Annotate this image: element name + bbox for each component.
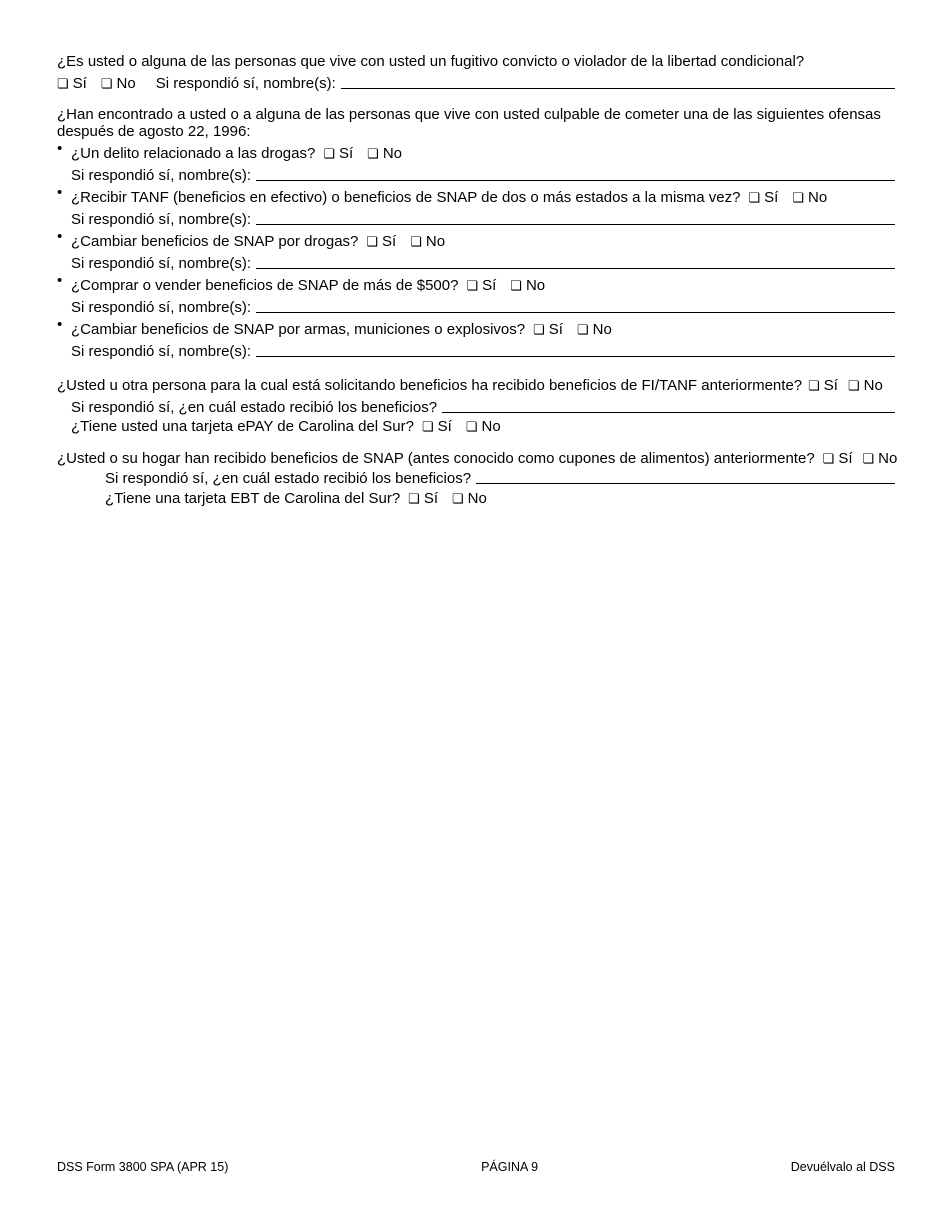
snap-state-row xyxy=(57,467,895,487)
question-fugitive: ¿Es usted o alguna de las personas que vive con usted un fugitivo convicto o violador de la libertad condicional? xyxy=(57,53,805,70)
no-checkbox[interactable]: ❏ No xyxy=(100,75,136,92)
no-checkbox[interactable]: ❏ No xyxy=(465,418,501,435)
offense-item: • ¿Comprar o vender beneficios de SNAP de más de $500? ❏ Sí ❏ No Si respondió sí, nombre(s): xyxy=(57,272,895,316)
names-field[interactable] xyxy=(256,356,895,357)
form-page xyxy=(57,53,898,507)
no-checkbox[interactable]: ❏ No xyxy=(410,233,446,250)
no-checkbox[interactable]: ❏ No xyxy=(862,450,898,467)
page-footer xyxy=(57,1160,895,1176)
state-field[interactable] xyxy=(442,412,895,413)
names-field[interactable] xyxy=(256,180,895,181)
question-offenses: ¿Han encontrado a usted o a alguna de las personas que vive con usted culpable de cometer una de las siguientes ofensas después de agosto 22, 1996: xyxy=(57,106,881,140)
names-field[interactable] xyxy=(256,312,895,313)
yes-checkbox[interactable]: ❏ Sí xyxy=(408,490,439,507)
ebt-card-row xyxy=(57,487,895,507)
yes-checkbox[interactable]: ❏ Sí xyxy=(422,418,452,435)
names-label: Si respondió sí, nombre(s): xyxy=(71,255,252,272)
names-label: Si respondió sí, nombre(s): xyxy=(155,75,336,92)
page-number: PÁGINA 9 xyxy=(481,1160,539,1174)
question-fugitive-answer xyxy=(57,70,895,92)
offense-item: • ¿Cambiar beneficios de SNAP por drogas? ❏ Sí ❏ No Si respondió sí, nombre(s): xyxy=(57,228,895,272)
yes-checkbox[interactable]: ❏ Sí xyxy=(323,145,354,162)
return-note: Devuélvalo al DSS xyxy=(790,1160,895,1174)
names-field[interactable] xyxy=(256,224,895,225)
no-checkbox[interactable]: ❏ No xyxy=(510,277,546,294)
names-field[interactable] xyxy=(341,88,895,89)
yes-checkbox[interactable]: ❏ Sí xyxy=(748,189,779,206)
epay-card-row xyxy=(57,416,895,435)
offense-item: • ¿Cambiar beneficios de SNAP por armas, municiones o explosivos? ❏ Sí ❏ No Si respondió sí, nombre(s): xyxy=(57,316,895,360)
no-checkbox[interactable]: ❏ No xyxy=(576,321,612,338)
names-field[interactable] xyxy=(256,268,895,269)
fi-tanf-state-row xyxy=(57,394,895,416)
yes-checkbox[interactable]: ❏ Sí xyxy=(366,233,397,250)
yes-checkbox[interactable]: ❏ Sí xyxy=(533,321,563,338)
state-label: Si respondió sí, ¿en cuál estado recibió los beneficios? xyxy=(105,470,472,487)
yes-checkbox[interactable]: ❏ Sí xyxy=(808,377,838,394)
state-field[interactable] xyxy=(476,483,895,484)
names-label: Si respondió sí, nombre(s): xyxy=(71,299,252,316)
offense-item: • ¿Recibir TANF (beneficios en efectivo) o beneficios de SNAP de dos o más estados a la misma vez? ❏ Sí ❏ No Si respondió sí, nombre(s): xyxy=(57,184,895,228)
names-label: Si respondió sí, nombre(s): xyxy=(71,211,252,228)
yes-checkbox[interactable]: ❏ Sí xyxy=(822,450,853,467)
question-fi-tanf: ¿Usted u otra persona para la cual está solicitando beneficios ha recibido beneficios de FI/TANF anteriormente? ❏ Sí ❏ No xyxy=(57,377,883,394)
no-checkbox[interactable]: ❏ No xyxy=(792,189,828,206)
no-checkbox[interactable]: ❏ No xyxy=(847,377,883,394)
state-label: Si respondió sí, ¿en cuál estado recibió los beneficios? xyxy=(71,399,438,416)
offense-item: • ¿Un delito relacionado a las drogas? ❏ Sí ❏ No Si respondió sí, nombre(s): xyxy=(57,140,895,184)
form-number: DSS Form 3800 SPA (APR 15) xyxy=(57,1160,229,1174)
names-label: Si respondió sí, nombre(s): xyxy=(71,167,252,184)
no-checkbox[interactable]: ❏ No xyxy=(367,145,403,162)
names-label: Si respondió sí, nombre(s): xyxy=(71,343,252,360)
yes-checkbox[interactable]: ❏ Sí xyxy=(466,277,497,294)
epay-card-question: ¿Tiene usted una tarjeta ePAY de Carolina del Sur? xyxy=(71,418,414,435)
no-checkbox[interactable]: ❏ No xyxy=(452,490,487,507)
yes-checkbox[interactable]: ❏ Sí xyxy=(57,75,87,92)
ebt-card-question: ¿Tiene una tarjeta EBT de Carolina del Sur? xyxy=(105,490,401,507)
question-snap-before: ¿Usted o su hogar han recibido beneficios de SNAP (antes conocido como cupones de alimentos) anteriormente? ❏ Sí ❏ No xyxy=(57,450,898,467)
